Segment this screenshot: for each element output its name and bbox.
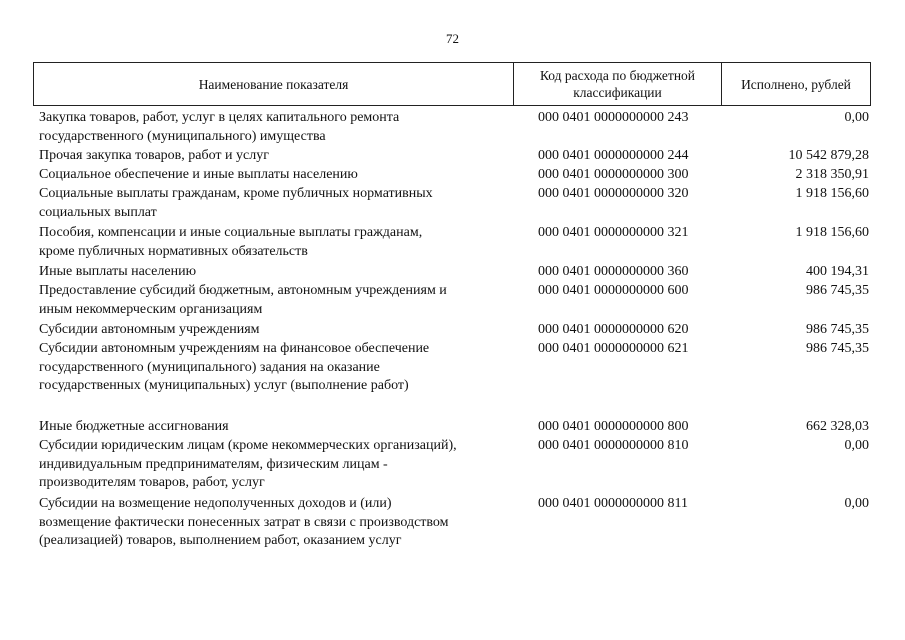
page-number: 72 [446,31,459,46]
table-header [33,62,871,106]
row-executed-amount: 662 328,03 [806,419,869,434]
row-budget-code: 000 0401 0000000000 360 [538,264,689,279]
row-budget-code: 000 0401 0000000000 320 [538,186,689,201]
expenditure-table [33,62,871,548]
row-indicator-name: Социальные выплаты гражданам, кроме публичных нормативных социальных выплат [39,186,433,220]
row-executed-amount: 986 745,35 [806,341,869,356]
row-indicator-name: Прочая закупка товаров, работ и услуг [39,148,269,163]
row-executed-amount: 400 194,31 [806,264,869,279]
row-budget-code: 000 0401 0000000000 800 [538,419,689,434]
row-executed-amount: 0,00 [844,110,869,125]
row-budget-code: 000 0401 0000000000 810 [538,438,689,453]
row-executed-amount: 2 318 350,91 [795,167,869,182]
row-executed-amount: 10 542 879,28 [788,148,869,163]
row-budget-code: 000 0401 0000000000 621 [538,341,689,356]
row-budget-code: 000 0401 0000000000 620 [538,322,689,337]
row-budget-code: 000 0401 0000000000 243 [538,110,689,125]
row-indicator-name: Субсидии автономным учреждениям [39,322,260,337]
row-indicator-name: Субсидии юридическим лицам (кроме некоммерческих организаций), индивидуальным предпринимателям, физическим лицам - производителям товаров, работ, услуг [39,438,457,490]
row-executed-amount: 0,00 [844,438,869,453]
row-indicator-name: Субсидии на возмещение недополученных доходов и (или) возмещение фактически понесенных затрат в связи с производством (реализацией) товаров, выполнением работ, оказанием услуг [39,496,449,548]
row-indicator-name: Предоставление субсидий бюджетным, автономным учреждениям и иным некоммерческим организациям [39,283,447,317]
row-indicator-name: Пособия, компенсации и иные социальные выплаты гражданам, кроме публичных нормативных обязательств [39,225,423,259]
row-executed-amount: 1 918 156,60 [795,225,869,240]
row-executed-amount: 0,00 [844,496,869,511]
row-executed-amount: 986 745,35 [806,283,869,298]
row-indicator-name: Субсидии автономным учреждениям на финансовое обеспечение государственного (муниципального) задания на оказание государственных (муниципальных) услуг (выполнение работ) [39,341,430,393]
row-executed-amount: 986 745,35 [806,322,869,337]
row-indicator-name: Иные выплаты населению [39,264,197,279]
row-budget-code: 000 0401 0000000000 300 [538,167,689,182]
row-budget-code: 000 0401 0000000000 321 [538,225,689,240]
header-indicator-name: Наименование показателя [34,63,514,105]
row-indicator-name: Закупка товаров, работ, услуг в целях капитального ремонта государственного (муниципального) имущества [39,110,400,144]
row-indicator-name: Социальное обеспечение и иные выплаты населению [39,167,358,182]
row-budget-code: 000 0401 0000000000 811 [538,496,688,511]
row-indicator-name: Иные бюджетные ассигнования [39,419,229,434]
header-budget-code: Код расхода по бюджетной классификации [514,63,722,105]
row-budget-code: 000 0401 0000000000 600 [538,283,689,298]
row-budget-code: 000 0401 0000000000 244 [538,148,689,163]
header-executed-amount: Исполнено, рублей [741,76,851,92]
row-executed-amount: 1 918 156,60 [795,186,869,201]
